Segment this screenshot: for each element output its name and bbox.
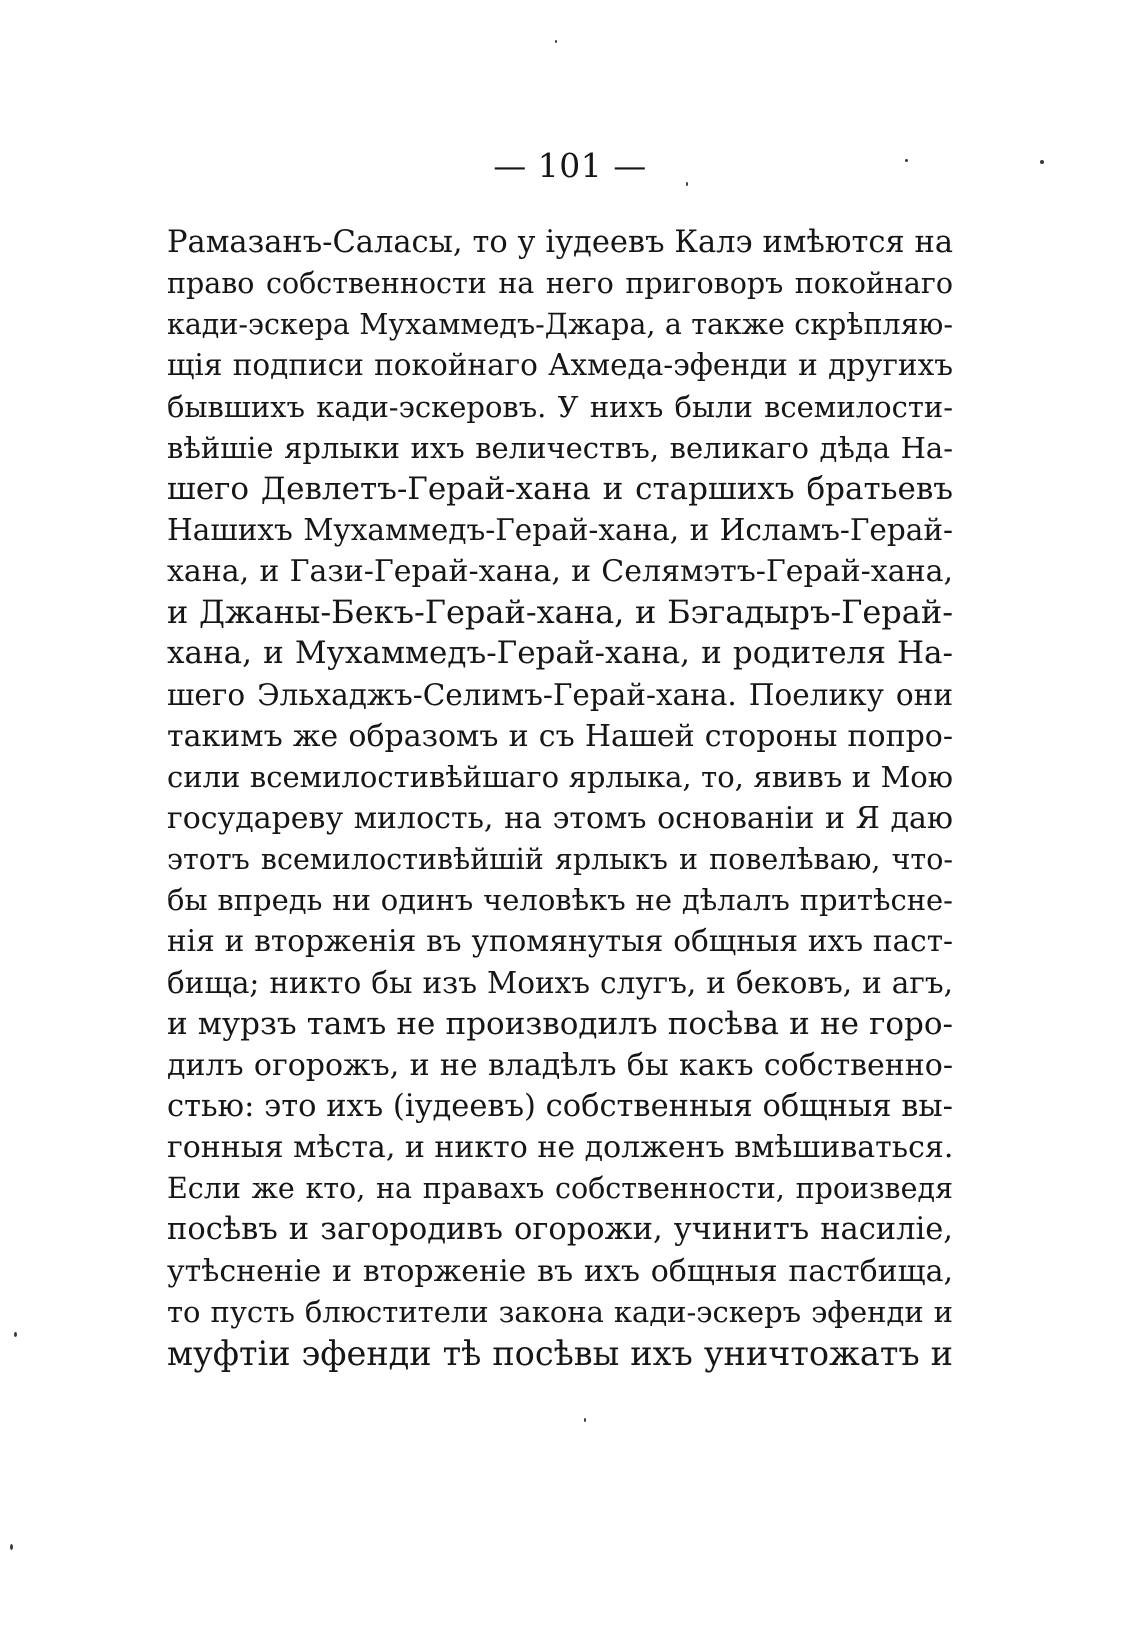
scan-speck	[10, 1544, 13, 1550]
body-text	[167, 222, 953, 1374]
text-line-3: кади-эскера Мухаммедъ-Джара, а также скрѣпляю-	[167, 308, 953, 342]
text-line-12: шего Эльхаджъ-Селимъ-Герай-хана. Поелику они	[167, 677, 953, 712]
text-line-9: хана, и Гази-Герай-хана, и Селямэтъ-Герай-хана,	[167, 554, 953, 590]
text-line-4: щія подписи покойнаго Ахмеда-эфенди и другихъ	[167, 348, 953, 383]
text-line-19: бища; никто бы изъ Моихъ слугъ, и бековъ, и агъ,	[167, 965, 953, 1000]
text-line-17: бы впредь ни одинъ человѣкъ не дѣлалъ притѣсне-	[167, 883, 953, 918]
scan-speck	[686, 182, 688, 186]
text-line-24: Если же кто, на правахъ собственности, произведя	[167, 1172, 953, 1206]
text-line-22: стью: это ихъ (іудеевъ) собственныя общныя вы-	[167, 1088, 953, 1124]
text-line-23: гонныя мѣста, и никто не долженъ вмѣшиваться.	[167, 1130, 954, 1166]
text-line-14: сили всемилостивѣйшаго ярлыка, то, явивъ и Мою	[167, 759, 953, 794]
text-line-5: бывшихъ кади-эскеровъ. У нихъ были всемилости-	[167, 389, 953, 424]
text-line-10: и Джаны-Бекъ-Герай-хана, и Бэгадыръ-Герай-	[167, 593, 953, 632]
text-line-25: посѣвъ и загородивъ огорожи, учинитъ насиліе,	[167, 1212, 953, 1248]
text-line-21: дилъ огорожъ, и не владѣлъ бы какъ собственно-	[167, 1047, 953, 1083]
text-line-26: утѣсненіе и вторженіе въ ихъ общныя пастбища,	[167, 1253, 953, 1289]
text-line-2: право собственности на него приговоръ покойнаго	[167, 267, 953, 301]
text-line-1: Рамазанъ-Саласы, то у іудеевъ Калэ имѣются на	[167, 225, 953, 260]
text-line-6: вѣйшіе ярлыки ихъ величествъ, великаго дѣда На-	[167, 430, 953, 465]
page-number: — 101 —	[493, 146, 647, 185]
text-line-7: шего Девлетъ-Герай-хана и старшихъ братьевъ	[167, 470, 953, 507]
scan-speck	[555, 40, 557, 43]
text-line-16: этотъ всемилостивѣйшій ярлыкъ и повелѣваю, что-	[167, 843, 953, 877]
text-line-20: и мурзъ тамъ не производилъ посѣва и не горо-	[167, 1005, 953, 1042]
text-line-27: то пусть блюстители закона кади-эскеръ эфенди и	[167, 1294, 953, 1329]
scan-speck	[1040, 160, 1044, 164]
scan-speck	[905, 159, 908, 162]
text-line-8: Нашихъ Мухаммедъ-Герай-хана, и Исламъ-Герай-	[167, 512, 953, 547]
scan-speck	[584, 1418, 586, 1422]
text-line-13: такимъ же образомъ и съ Нашей стороны попро-	[167, 718, 953, 754]
text-line-11: хана, и Мухаммедъ-Герай-хана, и родителя На-	[167, 635, 953, 672]
text-line-28: муфтіи эфенди тѣ посѣвы ихъ уничтожатъ и	[167, 1333, 953, 1373]
scan-speck	[14, 1332, 17, 1337]
text-line-15: государеву милость, на этомъ основаніи и Я даю	[167, 800, 953, 836]
text-line-18: нія и вторженія въ упомянутыя общныя ихъ паст-	[167, 924, 953, 959]
